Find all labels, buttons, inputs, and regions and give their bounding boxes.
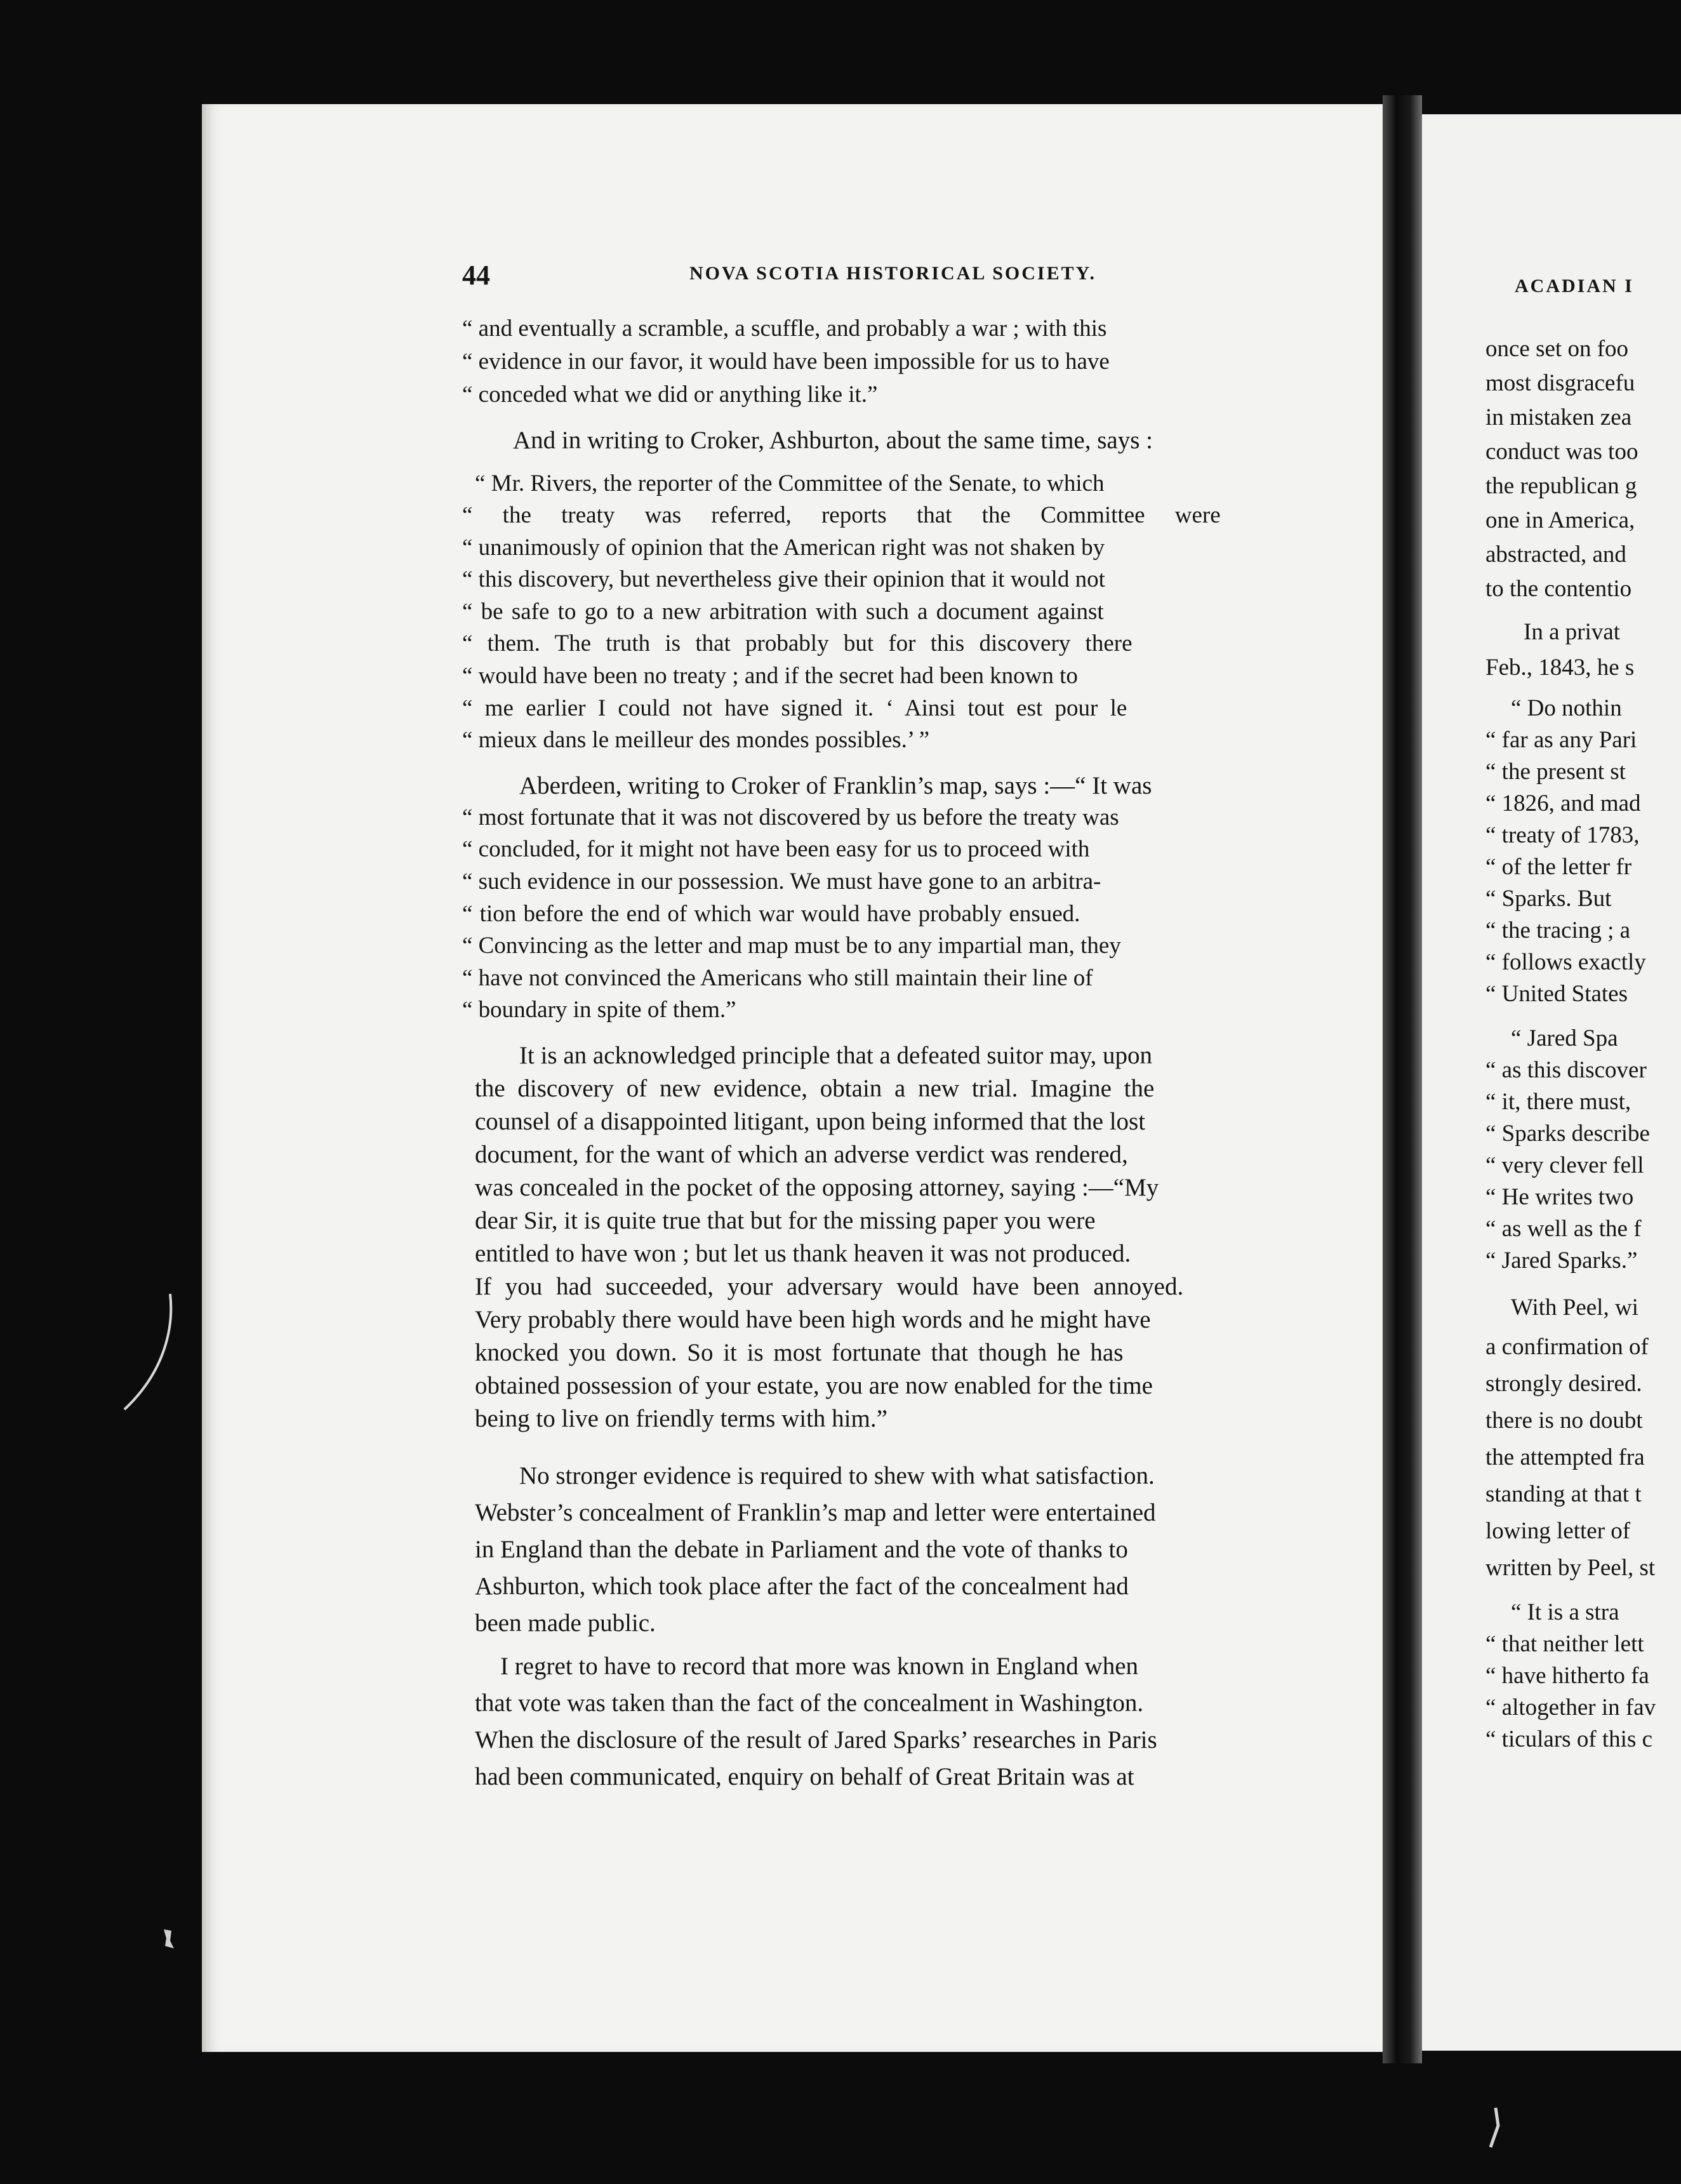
text-line: “ unanimously of opinion that the American right was not shaken by (462, 535, 1105, 561)
text-line: Very probably there would have been high words and he might have (475, 1306, 1151, 1333)
text-line: once set on foo (1485, 336, 1629, 362)
text-line: “ as this discover (1485, 1057, 1647, 1083)
text-line: If you had succeeded, your adversary would have been annoyed. (475, 1273, 1184, 1300)
text-line: “ altogether in fav (1485, 1695, 1656, 1721)
text-line: Ashburton, which took place after the fact of the concealment had (475, 1573, 1129, 1600)
text-line: counsel of a disappointed litigant, upon being informed that the lost (475, 1108, 1146, 1135)
text-line: obtained possession of your estate, you are now enabled for the time (475, 1372, 1153, 1399)
text-line: abstracted, and (1485, 542, 1626, 568)
text-line: was concealed in the pocket of the opposing attorney, saying :—“My (475, 1174, 1159, 1201)
text-line: Webster’s concealment of Franklin’s map and letter were entertained (475, 1499, 1156, 1526)
text-line: a confirmation of (1485, 1334, 1649, 1360)
text-line: “ would have been no treaty ; and if the secret had been known to (462, 663, 1078, 689)
running-head: NOVA SCOTIA HISTORICAL SOCIETY. (689, 263, 1096, 284)
text-line: “ Jared Sparks.” (1485, 1248, 1638, 1274)
text-line: No stronger evidence is required to shew with what satisfaction. (519, 1462, 1155, 1489)
text-line: “ 1826, and mad (1485, 790, 1641, 816)
text-line: “ mieux dans le meilleur des mondes possibles.’ ” (462, 727, 930, 753)
text-line: had been communicated, enquiry on behalf of Great Britain was at (475, 1763, 1134, 1790)
text-line: there is no doubt (1485, 1408, 1643, 1434)
text-line: strongly desired. (1485, 1371, 1642, 1397)
text-line: “ ticulars of this c (1485, 1726, 1653, 1752)
text-line: I regret to have to record that more was known in England when (500, 1653, 1139, 1680)
text-line: “ very clever fell (1485, 1152, 1644, 1178)
text-line: It is an acknowledged principle that a defeated suitor may, upon (519, 1042, 1153, 1069)
text-line: In a privat (1524, 619, 1621, 645)
text-line: “ concluded, for it might not have been easy for us to proceed with (462, 836, 1090, 862)
dust-speck (1485, 2107, 1505, 2151)
text-line: “ Jared Spa (1511, 1025, 1618, 1051)
text-line: “ Do nothin (1511, 695, 1622, 721)
text-line: written by Peel, st (1485, 1555, 1656, 1581)
text-line: “ them. The truth is that probably but for this discovery there (462, 630, 1133, 656)
pencil-mark (121, 1289, 178, 1416)
text-line: being to live on friendly terms with him.” (475, 1405, 887, 1432)
text-line: “ this discovery, but nevertheless give their opinion that it would not (462, 566, 1105, 592)
text-line: in mistaken zea (1485, 404, 1632, 430)
text-line: “ me earlier I could not have signed it. ‘ Ainsi tout est pour le (462, 695, 1127, 721)
text-line: “ have not convinced the Americans who still maintain their line of (462, 965, 1093, 991)
text-line: document, for the want of which an adverse verdict was rendered, (475, 1141, 1128, 1168)
text-line: most disgracefu (1485, 370, 1635, 396)
text-line: “ evidence in our favor, it would have been impossible for us to have (462, 349, 1110, 375)
text-line: the discovery of new evidence, obtain a new trial. Imagine the (475, 1075, 1155, 1102)
text-line: “ Sparks describe (1485, 1121, 1650, 1147)
text-line: “ have hitherto fa (1485, 1663, 1649, 1689)
text-line: to the contentio (1485, 576, 1632, 602)
text-line: “ Convincing as the letter and map must be to any impartial man, they (462, 933, 1121, 959)
text-line: “ far as any Pari (1485, 727, 1637, 753)
text-line: When the disclosure of the result of Jared Sparks’ researches in Paris (475, 1726, 1157, 1754)
text-line: “ of the letter fr (1485, 854, 1632, 880)
text-line: conduct was too (1485, 439, 1638, 465)
text-line: knocked you down. So it is most fortunate that though he has (475, 1339, 1124, 1366)
text-line: been made public. (475, 1609, 656, 1637)
text-line: “ Mr. Rivers, the reporter of the Committee of the Senate, to which (475, 470, 1105, 496)
text-line: “ such evidence in our possession. We must have gone to an arbitra- (462, 869, 1101, 895)
text-line: “ that neither lett (1485, 1631, 1644, 1657)
text-line: With Peel, wi (1511, 1295, 1638, 1321)
text-line: the republican g (1485, 473, 1637, 499)
text-line: “ United States (1485, 981, 1628, 1007)
text-line: “ as well as the f (1485, 1216, 1642, 1242)
text-line: “ most fortunate that it was not discovered by us before the treaty was (462, 804, 1119, 830)
text-line: “ it, there must, (1485, 1089, 1631, 1115)
text-line: “ the present st (1485, 759, 1626, 785)
text-line: standing at that t (1485, 1481, 1642, 1507)
text-line: Feb., 1843, he s (1485, 655, 1635, 681)
dust-speck (159, 1927, 178, 1952)
running-head-right: ACADIAN I (1515, 276, 1634, 296)
text-line: lowing letter of (1485, 1518, 1631, 1544)
text-line: the attempted fra (1485, 1444, 1645, 1470)
book-gutter (1383, 95, 1422, 2063)
text-line: “ Sparks. But (1485, 886, 1612, 912)
text-line: “ boundary in spite of them.” (462, 997, 736, 1023)
text-line: dear Sir, it is quite true that but for the missing paper you were (475, 1207, 1096, 1234)
text-line: “ He writes two (1485, 1184, 1634, 1210)
text-line: “ the tracing ; a (1485, 917, 1631, 943)
text-line: “ treaty of 1783, (1485, 822, 1640, 848)
text-line: “ follows exactly (1485, 949, 1646, 975)
text-line: And in writing to Croker, Ashburton, about the same time, says : (513, 427, 1153, 454)
text-line: entitled to have won ; but let us thank heaven it was not produced. (475, 1240, 1131, 1267)
text-line: Aberdeen, writing to Croker of Franklin’s map, says :—“ It was (519, 772, 1152, 799)
text-line: that vote was taken than the fact of the concealment in Washington. (475, 1689, 1144, 1717)
text-line: “ tion before the end of which war would have probably ensued. (462, 901, 1080, 927)
page-number: 44 (462, 260, 490, 291)
text-line: “ and eventually a scramble, a scuffle, and probably a war ; with this (462, 316, 1107, 342)
text-line: “ It is a stra (1511, 1599, 1619, 1625)
text-line: in England than the debate in Parliament and the vote of thanks to (475, 1536, 1128, 1563)
text-line: “ the treaty was referred, reports that the Committee were (462, 502, 1221, 528)
text-line: one in America, (1485, 507, 1635, 533)
text-line: “ conceded what we did or anything like it.” (462, 382, 878, 408)
text-line: “ be safe to go to a new arbitration with such a document against (462, 599, 1104, 625)
